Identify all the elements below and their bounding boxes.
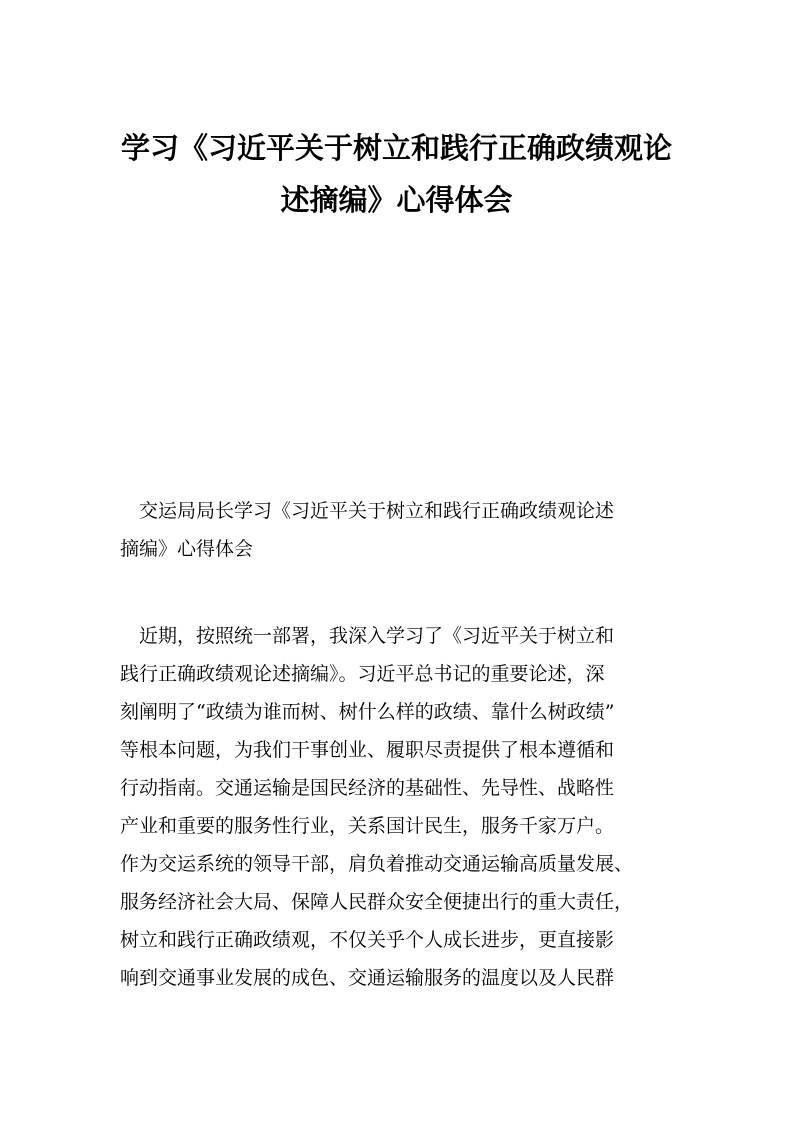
body-line-5: 行动指南。交通运输是国民经济的基础性、先导性、战略性: [120, 777, 615, 799]
body-line-3: 刻阐明了“政绩为谁而树、树什么样的政绩、靠什么树政绩”: [120, 701, 615, 723]
document-subtitle: [120, 492, 680, 568]
body-line-4: 等根本问题，为我们干事创业、履职尽责提供了根本遵循和: [120, 739, 615, 761]
document-title: [100, 122, 693, 226]
body-line-6: 产业和重要的服务性行业，关系国计民生，服务千家万户。: [120, 815, 615, 837]
title-line-2: 述摘编》心得体会: [280, 183, 513, 217]
body-line-7: 作为交运系统的领导干部，肩负着推动交通运输高质量发展、: [120, 853, 634, 875]
body-line-10: 响到交通事业发展的成色、交通运输服务的温度以及人民群: [120, 967, 615, 989]
subtitle-line-1: 交运局局长学习《习近平关于树立和践行正确政绩观论述: [120, 500, 615, 522]
subtitle-line-2: 摘编》心得体会: [120, 538, 254, 560]
body-line-8: 服务经济社会大局、保障人民群众安全便捷出行的重大责任，: [120, 891, 634, 913]
body-paragraph: [120, 617, 680, 997]
body-line-1: 近期，按照统一部署，我深入学习了《习近平关于树立和: [120, 625, 615, 647]
title-line-1: 学习《习近平关于树立和践行正确政绩观论: [120, 131, 672, 165]
body-line-2: 践行正确政绩观论述摘编》。习近平总书记的重要论述，深: [120, 663, 605, 685]
body-line-9: 树立和践行正确政绩观，不仅关乎个人成长进步，更直接影: [120, 929, 615, 951]
